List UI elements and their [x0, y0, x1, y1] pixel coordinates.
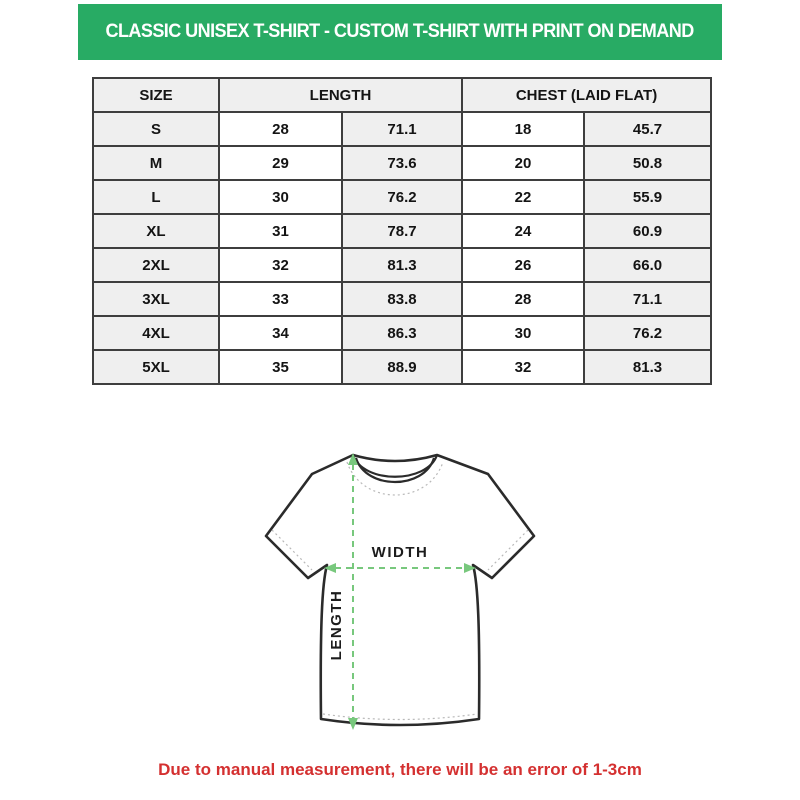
chest-cm-cell: 55.9	[584, 180, 711, 214]
chest-inch-cell: 22	[462, 180, 584, 214]
length-cm-cell: 83.8	[342, 282, 462, 316]
length-cm-cell: 86.3	[342, 316, 462, 350]
measurement-error-note: Due to manual measurement, there will be an error of 1-3cm	[158, 760, 642, 779]
size-chart	[92, 77, 712, 385]
table-row	[93, 112, 711, 146]
chest-inch-cell: 32	[462, 350, 584, 384]
size-cell: 3XL	[93, 282, 219, 316]
chest-cm-cell: 66.0	[584, 248, 711, 282]
size-chart-table	[92, 77, 712, 385]
length-inch-cell: 33	[219, 282, 342, 316]
page-title: CLASSIC UNISEX T-SHIRT - CUSTOM T-SHIRT WITH PRINT ON DEMAND	[105, 21, 695, 42]
length-inch-cell: 31	[219, 214, 342, 248]
chest-inch-cell: 20	[462, 146, 584, 180]
length-inch-cell: 29	[219, 146, 342, 180]
width-label: WIDTH	[371, 544, 429, 561]
size-table-body	[93, 112, 711, 384]
chest-inch-cell: 18	[462, 112, 584, 146]
table-row	[93, 282, 711, 316]
chest-cm-cell: 60.9	[584, 214, 711, 248]
length-cm-cell: 76.2	[342, 180, 462, 214]
length-cm-cell: 88.9	[342, 350, 462, 384]
table-row	[93, 214, 711, 248]
size-cell: S	[93, 112, 219, 146]
table-row	[93, 316, 711, 350]
length-cm-cell: 78.7	[342, 214, 462, 248]
chest-inch-cell: 24	[462, 214, 584, 248]
size-cell: M	[93, 146, 219, 180]
length-inch-cell: 28	[219, 112, 342, 146]
header-row	[93, 78, 711, 112]
length-cm-cell: 71.1	[342, 112, 462, 146]
length-label: LENGTH	[328, 589, 345, 661]
tshirt-outline	[266, 455, 534, 725]
length-cm-cell: 81.3	[342, 248, 462, 282]
chest-cm-cell: 45.7	[584, 112, 711, 146]
size-cell: 2XL	[93, 248, 219, 282]
length-inch-cell: 30	[219, 180, 342, 214]
chest-cm-cell: 81.3	[584, 350, 711, 384]
chest-cm-cell: 71.1	[584, 282, 711, 316]
chest-inch-cell: 30	[462, 316, 584, 350]
size-cell: XL	[93, 214, 219, 248]
table-row	[93, 248, 711, 282]
chest-inch-cell: 26	[462, 248, 584, 282]
size-cell: 4XL	[93, 316, 219, 350]
length-inch-cell: 32	[219, 248, 342, 282]
chest-cm-cell: 50.8	[584, 146, 711, 180]
tshirt-measurement-diagram	[250, 438, 550, 748]
table-row	[93, 180, 711, 214]
chest-column-header: CHEST (LAID FLAT)	[462, 78, 711, 112]
size-cell: 5XL	[93, 350, 219, 384]
length-inch-cell: 35	[219, 350, 342, 384]
length-column-header: LENGTH	[219, 78, 462, 112]
chest-cm-cell: 76.2	[584, 316, 711, 350]
size-cell: L	[93, 180, 219, 214]
table-row	[93, 146, 711, 180]
size-column-header: SIZE	[93, 78, 219, 112]
length-cm-cell: 73.6	[342, 146, 462, 180]
chest-inch-cell: 28	[462, 282, 584, 316]
table-row	[93, 350, 711, 384]
length-inch-cell: 34	[219, 316, 342, 350]
title-banner	[78, 4, 722, 60]
